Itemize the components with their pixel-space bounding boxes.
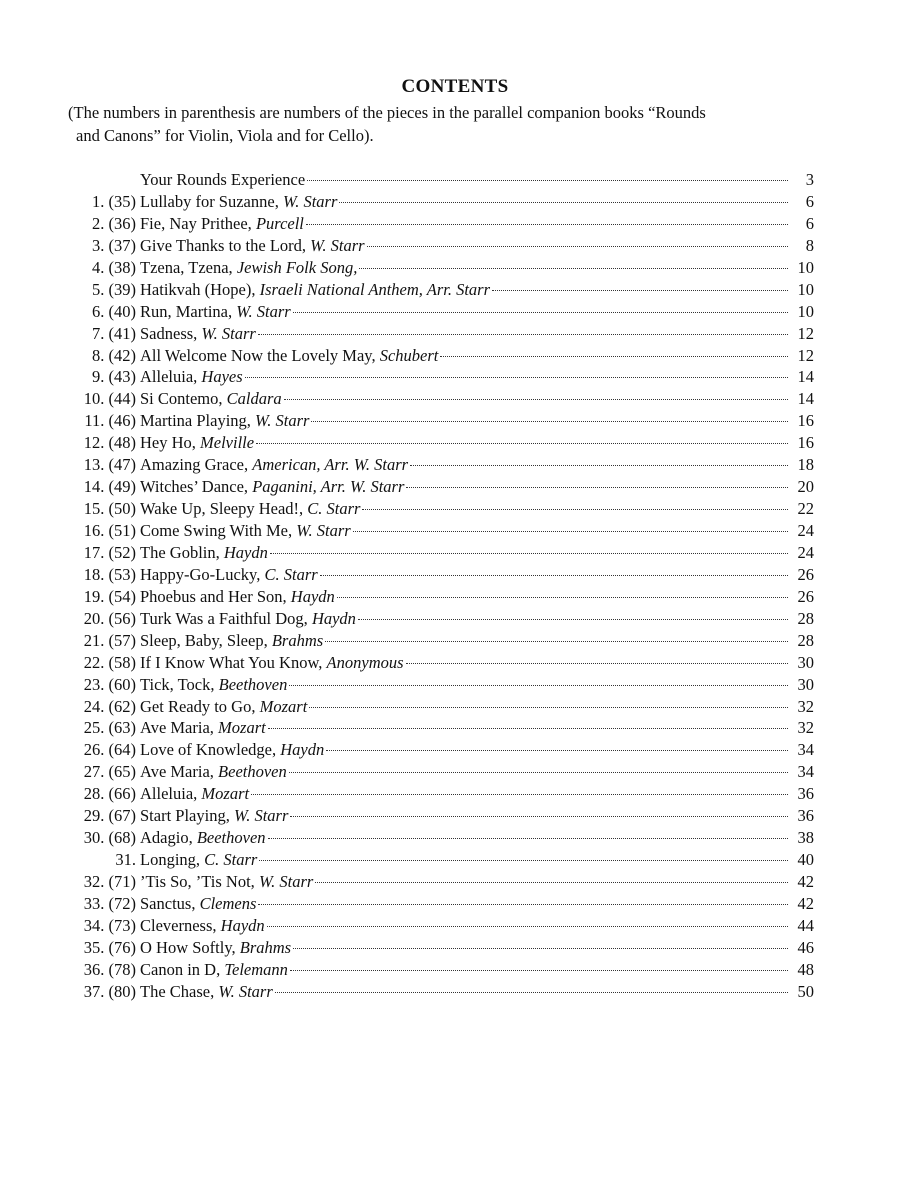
toc-entry <box>74 410 814 432</box>
dot-leader <box>320 575 788 576</box>
entry-page-number: 16 <box>797 411 814 431</box>
entry-composer: W. Starr <box>282 191 338 211</box>
entry-title-group <box>140 279 490 301</box>
entry-title-group <box>140 366 243 388</box>
toc-entry <box>74 696 814 718</box>
entry-composer: Schubert <box>379 345 439 365</box>
entry-page-number: 6 <box>805 191 814 211</box>
entry-number: 22. (58) <box>83 652 136 672</box>
entry-page-number: 18 <box>797 455 814 475</box>
toc-entry <box>74 345 814 367</box>
entry-composer: Paganini, Arr. W. Starr <box>252 477 405 497</box>
entry-composer: W. Starr <box>201 323 256 343</box>
entry-title-group <box>140 169 305 191</box>
entry-title: Sleep, Baby, Sleep, <box>140 630 272 650</box>
entry-number: 19. (54) <box>83 586 136 606</box>
toc-entry <box>74 937 814 959</box>
entry-page-number: 46 <box>797 937 814 957</box>
entry-title: Tick, Tock, <box>140 674 219 694</box>
entry-page-number: 36 <box>797 806 814 826</box>
dot-leader <box>353 531 788 532</box>
entry-number: 13. (47) <box>83 455 136 475</box>
entry-composer: Hayes <box>201 367 243 387</box>
entry-title: The Chase, <box>140 981 219 1001</box>
entry-number: 5. (39) <box>92 279 136 299</box>
entry-composer: W. Starr <box>310 235 365 255</box>
entry-number: 20. (56) <box>83 608 136 628</box>
entry-composer: American, Arr. W. Starr <box>252 455 409 475</box>
entry-title-group <box>140 454 408 476</box>
entry-title: Alleluia, <box>140 367 202 387</box>
entry-composer: Brahms <box>271 630 324 650</box>
entry-title-group <box>140 674 287 696</box>
dot-leader <box>307 180 788 181</box>
entry-composer: Haydn <box>311 608 356 628</box>
entry-page-number: 34 <box>797 762 814 782</box>
entry-number: 26. (64) <box>83 740 136 760</box>
toc-entry <box>74 739 814 761</box>
entry-page-number: 24 <box>797 542 814 562</box>
toc-entry <box>74 915 814 937</box>
dot-leader <box>440 356 788 357</box>
entry-number: 18. (53) <box>83 564 136 584</box>
dot-leader <box>293 948 788 949</box>
dot-leader <box>267 926 788 927</box>
entry-title: Turk Was a Faithful Dog, <box>140 608 312 628</box>
entry-composer: Haydn <box>220 915 265 935</box>
dot-leader <box>311 421 788 422</box>
entry-title: Your Rounds Experience <box>140 170 306 189</box>
entry-title-group <box>140 717 266 739</box>
entry-number: 16. (51) <box>83 521 136 540</box>
entry-title-group <box>140 498 360 520</box>
entry-title-group <box>140 981 273 1003</box>
entry-title-group <box>140 301 291 323</box>
dot-leader <box>258 334 788 335</box>
entry-title-group <box>140 959 288 981</box>
entry-number: 27. (65) <box>83 762 136 782</box>
entry-number: 31. <box>115 850 136 870</box>
entry-title-group <box>140 827 266 849</box>
toc-entry <box>74 257 814 279</box>
entry-page-number: 28 <box>797 630 814 650</box>
entry-number: 32. (71) <box>83 872 136 891</box>
toc-entry <box>74 432 814 454</box>
entry-title: Sadness, <box>140 323 202 343</box>
toc-entry <box>74 301 814 323</box>
entry-title: Amazing Grace, <box>140 455 253 475</box>
entry-composer: Haydn <box>223 542 268 562</box>
dot-leader <box>315 882 788 883</box>
toc-entry <box>74 498 814 520</box>
entry-page-number: 42 <box>797 872 814 891</box>
dot-leader <box>325 641 788 642</box>
dot-leader <box>290 816 788 817</box>
entry-title-group <box>140 564 318 586</box>
dot-leader <box>326 750 788 751</box>
entry-composer: W. Starr <box>236 301 291 321</box>
entry-title-group <box>140 915 265 937</box>
dot-leader <box>492 290 788 291</box>
entry-composer: Melville <box>200 433 255 453</box>
entry-title-group <box>140 739 324 761</box>
entry-title: Longing, <box>140 850 205 870</box>
entry-title-group <box>140 542 268 564</box>
entry-composer: C. Starr <box>264 564 318 584</box>
entry-page-number: 28 <box>797 608 814 628</box>
entry-title-group <box>140 871 313 893</box>
toc-entry <box>74 586 814 608</box>
entry-composer: Caldara <box>226 389 282 409</box>
entry-page-number: 6 <box>805 213 814 233</box>
entry-composer: C. Starr <box>204 850 258 870</box>
entry-title-group <box>140 761 287 783</box>
entry-number: 10. (44) <box>83 389 136 409</box>
entry-page-number: 48 <box>797 959 814 979</box>
entry-title-group <box>140 783 249 805</box>
entry-number: 14. (49) <box>83 477 136 497</box>
entry-title-group <box>140 410 309 432</box>
entry-number: 34. (73) <box>83 915 136 935</box>
toc-entry <box>74 520 814 542</box>
entry-title: Love of Knowledge, <box>140 740 281 760</box>
dot-leader <box>275 992 788 993</box>
dot-leader <box>359 268 788 269</box>
entry-number: 37. (80) <box>83 981 136 1001</box>
toc-entry <box>74 981 814 1003</box>
entry-page-number: 36 <box>797 784 814 804</box>
toc-entry <box>74 827 814 849</box>
entry-title-group <box>140 323 256 345</box>
entry-title: Lullaby for Suzanne, <box>140 191 283 211</box>
entry-title: Alleluia, <box>140 784 202 804</box>
entry-composer: Israeli National Anthem, Arr. Starr <box>259 279 491 299</box>
dot-leader <box>293 312 788 313</box>
entry-number: 3. (37) <box>92 235 136 255</box>
toc-entry <box>74 652 814 674</box>
entry-page-number: 14 <box>797 367 814 387</box>
entry-page-number: 26 <box>797 564 814 584</box>
entry-title-group <box>140 191 337 213</box>
dot-leader <box>306 224 788 225</box>
entry-title: ’Tis So, ’Tis Not, <box>140 872 259 891</box>
dot-leader <box>289 772 788 773</box>
dot-leader <box>259 860 788 861</box>
entry-title: Ave Maria, <box>140 762 219 782</box>
toc-entry <box>74 608 814 630</box>
toc-entry <box>74 564 814 586</box>
entry-number: 11. (46) <box>84 411 136 431</box>
entry-page-number: 12 <box>797 345 814 365</box>
entry-page-number: 32 <box>797 696 814 716</box>
entry-composer: Mozart <box>259 696 308 716</box>
entry-title: All Welcome Now the Lovely May, <box>140 345 380 365</box>
entry-composer: Jewish Folk Song, <box>236 257 358 277</box>
dot-leader <box>358 619 788 620</box>
entry-page-number: 14 <box>797 389 814 409</box>
entry-title: Sanctus, <box>140 893 200 913</box>
entry-page-number: 38 <box>797 828 814 848</box>
entry-title: Start Playing, <box>140 806 234 826</box>
entry-number: 30. (68) <box>83 828 136 848</box>
entry-title-group <box>140 696 307 718</box>
dot-leader <box>245 377 788 378</box>
dot-leader <box>268 728 788 729</box>
dot-leader <box>410 465 788 466</box>
entry-number: 2. (36) <box>92 213 136 233</box>
entry-composer: Purcell <box>255 213 304 233</box>
entry-title: Run, Martina, <box>140 301 237 321</box>
entry-page-number: 44 <box>797 915 814 935</box>
dot-leader <box>270 553 788 554</box>
dot-leader <box>284 399 788 400</box>
entry-title-group <box>140 257 357 279</box>
entry-title-group <box>140 608 356 630</box>
entry-page-number: 10 <box>797 301 814 321</box>
dot-leader <box>309 707 788 708</box>
entry-number: 29. (67) <box>83 806 136 826</box>
entry-number: 12. (48) <box>83 433 136 453</box>
entry-number: 17. (52) <box>83 542 136 562</box>
entry-composer: Anonymous <box>326 652 404 672</box>
entry-title: Happy-Go-Lucky, <box>140 564 265 584</box>
note-line-2: and Canons” for Violin, Viola and for Cello). <box>76 126 374 145</box>
table-of-contents <box>74 169 814 1003</box>
note-line-1: (The numbers in parenthesis are numbers of the pieces in the parallel companion books “Rounds <box>68 103 706 122</box>
toc-entry <box>74 893 814 915</box>
dot-leader <box>268 838 788 839</box>
entry-title: If I Know What You Know, <box>140 652 327 672</box>
entry-title: O How Softly, <box>140 937 240 957</box>
entry-title-group <box>140 652 404 674</box>
entry-title-group <box>140 937 291 959</box>
entry-number: 15. (50) <box>83 499 136 519</box>
entry-title: Fie, Nay Prithee, <box>140 213 256 233</box>
entry-number: 28. (66) <box>83 784 136 804</box>
dot-leader <box>289 685 788 686</box>
entry-title: Give Thanks to the Lord, <box>140 235 311 255</box>
entry-title-group <box>140 520 351 542</box>
entry-number: 23. (60) <box>83 674 136 694</box>
entry-page-number: 20 <box>797 477 814 497</box>
toc-entry <box>74 191 814 213</box>
entry-title-group <box>140 893 256 915</box>
entry-number: 36. (78) <box>83 959 136 979</box>
toc-entry <box>74 279 814 301</box>
entry-composer: Beethoven <box>196 828 266 848</box>
entry-title: Si Contemo, <box>140 389 227 409</box>
toc-entry <box>74 476 814 498</box>
dot-leader <box>367 246 788 247</box>
entry-title: Get Ready to Go, <box>140 696 260 716</box>
dot-leader <box>406 487 788 488</box>
entry-title-group <box>140 388 282 410</box>
entry-composer: Brahms <box>239 937 292 957</box>
entry-page-number: 22 <box>797 499 814 519</box>
entry-number: 21. (57) <box>83 630 136 650</box>
entry-title: Ave Maria, <box>140 718 219 738</box>
dot-leader <box>251 794 788 795</box>
entry-composer: Mozart <box>201 784 250 804</box>
entry-composer: W. Starr <box>233 806 289 826</box>
entry-composer: Clemens <box>199 893 257 913</box>
entry-title-group <box>140 235 365 257</box>
entry-page-number: 16 <box>797 433 814 453</box>
entry-page-number: 30 <box>797 652 814 672</box>
entry-title: Hatikvah (Hope), <box>140 279 260 299</box>
toc-entry <box>74 235 814 257</box>
entry-title: The Goblin, <box>140 542 224 562</box>
entry-composer: W. Starr <box>296 521 351 540</box>
entry-title: Cleverness, <box>140 915 221 935</box>
toc-entry <box>74 542 814 564</box>
entry-page-number: 32 <box>797 718 814 738</box>
entry-number: 6. (40) <box>92 301 136 321</box>
entry-page-number: 12 <box>797 323 814 343</box>
entry-number: 8. (42) <box>92 345 136 365</box>
entry-number: 33. (72) <box>83 893 136 913</box>
toc-entry <box>74 366 814 388</box>
entry-title-group <box>140 849 257 871</box>
toc-entry <box>74 169 814 191</box>
entry-composer: C. Starr <box>307 499 361 519</box>
entry-title: Phoebus and Her Son, <box>140 586 291 606</box>
dot-leader <box>290 970 788 971</box>
entry-page-number: 34 <box>797 740 814 760</box>
entry-page-number: 24 <box>797 521 814 540</box>
toc-entry <box>74 674 814 696</box>
entry-page-number: 50 <box>797 981 814 1001</box>
dot-leader <box>337 597 788 598</box>
entry-number: 24. (62) <box>83 696 136 716</box>
entry-page-number: 8 <box>805 235 814 255</box>
entry-title-group <box>140 213 304 235</box>
entry-title: Come Swing With Me, <box>140 521 297 540</box>
dot-leader <box>256 443 788 444</box>
entry-number: 25. (63) <box>83 718 136 738</box>
toc-entry <box>74 213 814 235</box>
entry-composer: Haydn <box>280 740 325 760</box>
entry-composer: W. Starr <box>258 872 314 891</box>
entry-title-group <box>140 805 288 827</box>
entry-page-number: 30 <box>797 674 814 694</box>
toc-entry <box>74 871 814 893</box>
toc-entry <box>74 959 814 981</box>
entry-composer: Beethoven <box>218 674 288 694</box>
entry-title: Hey Ho, <box>140 433 201 453</box>
entry-title-group <box>140 476 404 498</box>
entry-composer: Telemann <box>224 959 288 979</box>
entry-page-number: 26 <box>797 586 814 606</box>
entry-number: 4. (38) <box>92 257 136 277</box>
dot-leader <box>406 663 788 664</box>
toc-entry <box>74 454 814 476</box>
entry-title: Wake Up, Sleepy Head!, <box>140 499 308 519</box>
toc-entry <box>74 630 814 652</box>
entry-title: Tzena, Tzena, <box>140 257 237 277</box>
entry-title: Martina Playing, <box>140 411 256 431</box>
entry-page-number: 10 <box>797 279 814 299</box>
toc-entry <box>74 805 814 827</box>
dot-leader <box>258 904 788 905</box>
entry-page-number: 42 <box>797 893 814 913</box>
entry-composer: Haydn <box>290 586 335 606</box>
toc-entry <box>74 761 814 783</box>
entry-number: 7. (41) <box>92 323 136 343</box>
toc-entry <box>74 388 814 410</box>
entry-composer: W. Starr <box>255 411 310 431</box>
dot-leader <box>362 509 788 510</box>
entry-title: Witches’ Dance, <box>140 477 253 497</box>
toc-entry <box>74 849 814 871</box>
contents-heading: CONTENTS <box>401 76 509 97</box>
entry-number: 9. (43) <box>92 367 136 387</box>
entry-title-group <box>140 345 438 367</box>
toc-entry <box>74 783 814 805</box>
entry-title: Canon in D, <box>140 959 225 979</box>
entry-composer: Mozart <box>218 718 266 738</box>
entry-page-number: 3 <box>805 170 814 189</box>
entry-title: Adagio, <box>140 828 197 848</box>
entry-composer: Beethoven <box>218 762 287 782</box>
entry-title-group <box>140 630 323 652</box>
entry-title-group <box>140 432 254 454</box>
toc-entry <box>74 717 814 739</box>
toc-entry <box>74 323 814 345</box>
entry-number: 1. (35) <box>92 191 136 211</box>
parenthesis-note <box>68 101 848 147</box>
entry-page-number: 40 <box>797 850 814 870</box>
entry-number: 35. (76) <box>83 937 136 957</box>
entry-title-group <box>140 586 335 608</box>
entry-composer: W. Starr <box>218 981 273 1001</box>
dot-leader <box>339 202 788 203</box>
entry-page-number: 10 <box>797 257 814 277</box>
